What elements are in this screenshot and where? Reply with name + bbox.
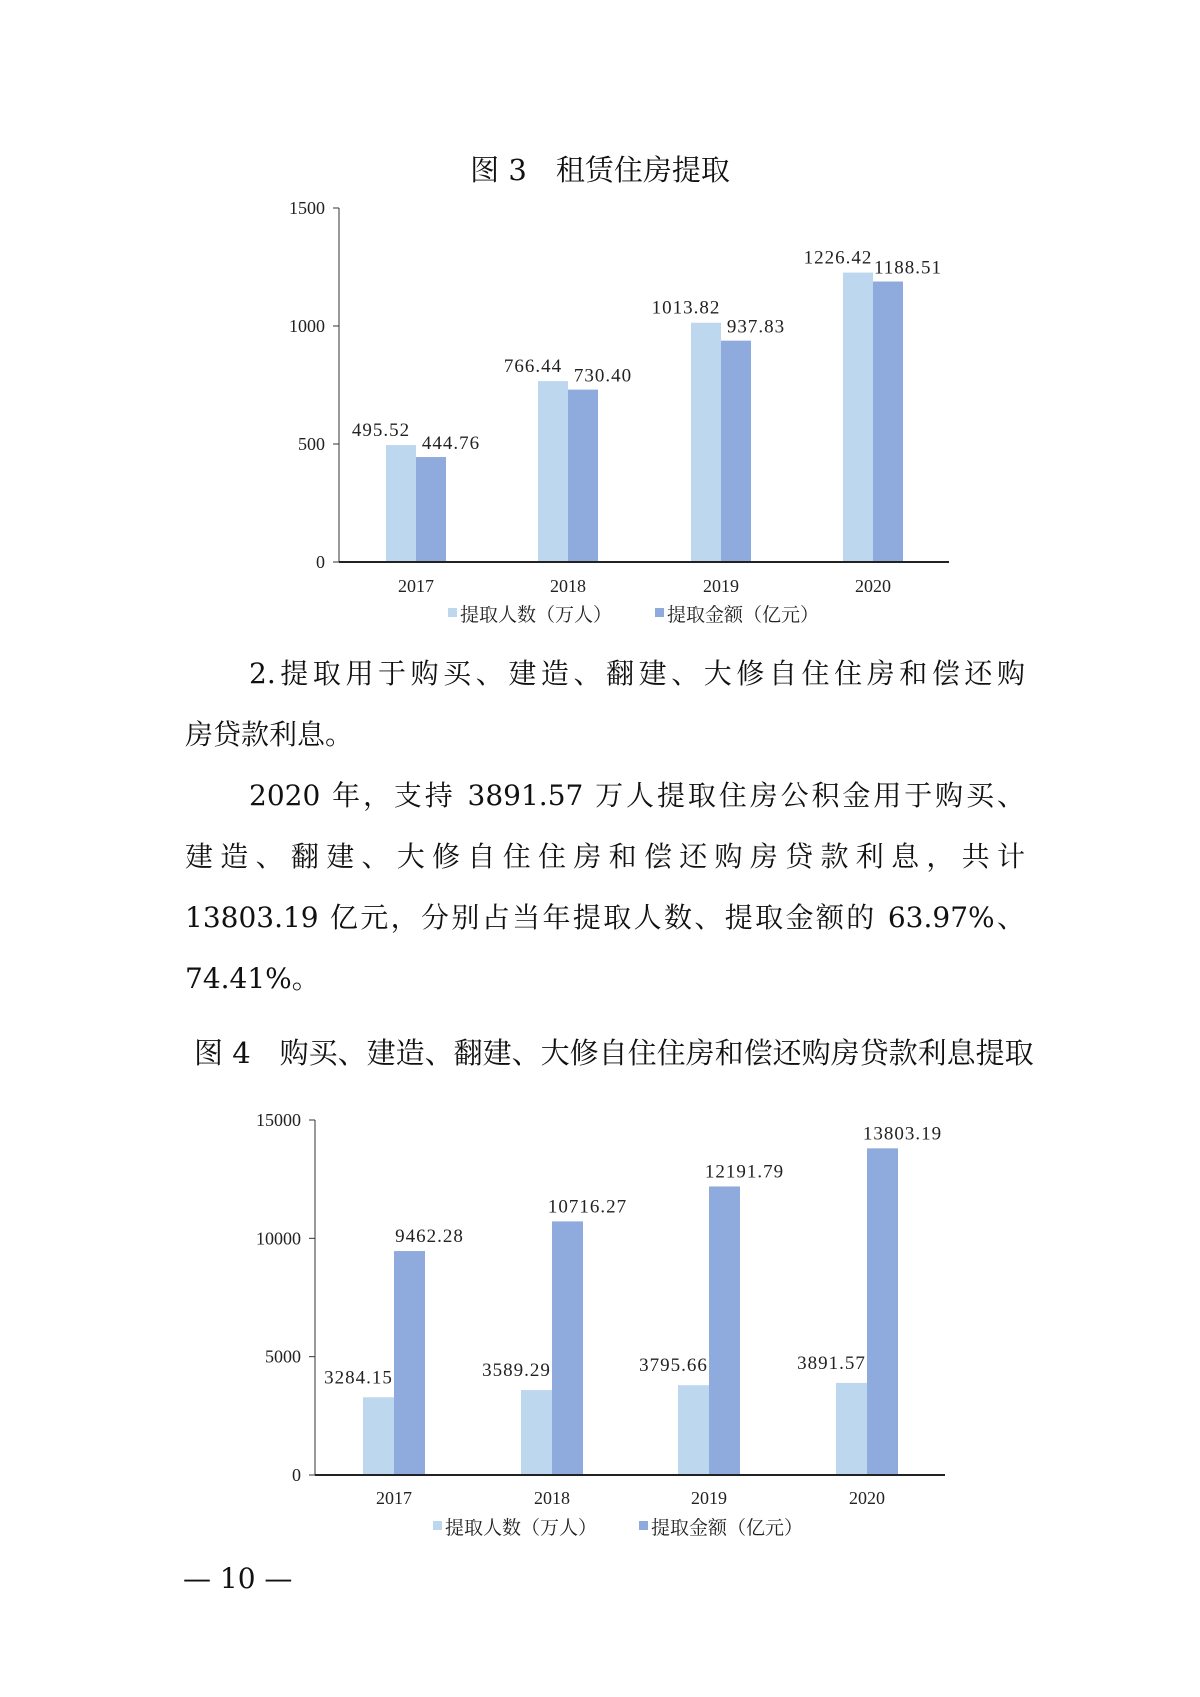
data-label: 937.83	[726, 316, 786, 338]
bar-amount	[394, 1251, 425, 1475]
section-heading-line2: 房贷款利息。	[185, 718, 354, 751]
y-tick-label: 10000	[256, 1228, 301, 1249]
x-tick-label: 2018	[534, 1488, 570, 1508]
section-heading-line1: 2.提取用于购买、建造、翻建、大修自住住房和偿还购	[249, 657, 1025, 690]
page-number: — 10 —	[183, 1562, 293, 1595]
data-label: 9462.28	[395, 1226, 464, 1248]
x-tick-label: 2019	[691, 1488, 727, 1508]
x-tick-label: 2018	[550, 576, 586, 596]
data-label: 495.52	[351, 420, 411, 442]
data-label: 3795.66	[639, 1355, 708, 1377]
data-label: 1226.42	[803, 247, 873, 269]
y-tick-label: 500	[298, 434, 325, 454]
bar-amount	[709, 1186, 740, 1475]
data-label: 3891.57	[797, 1352, 866, 1374]
legend-swatch	[433, 1521, 442, 1530]
bar-people	[836, 1383, 867, 1475]
paragraph-line: 74.41%。	[185, 962, 320, 995]
legend-swatch	[639, 1521, 648, 1530]
bar-amount	[552, 1221, 583, 1475]
data-label: 3284.15	[324, 1367, 393, 1389]
y-tick-label: 0	[292, 1465, 301, 1485]
figure4-title: 图 4 购买、建造、翻建、大修自住住房和偿还购房贷款利息提取	[194, 1036, 1034, 1070]
x-tick-label: 2019	[703, 576, 739, 596]
legend-label: 提取金额（亿元）	[667, 605, 820, 626]
paragraph-line: 2020 年，支持 3891.57 万人提取住房公积金用于购买、	[249, 779, 1025, 812]
y-tick-label: 0	[316, 552, 325, 572]
figure3-title: 图 3 租赁住房提取	[470, 153, 730, 187]
y-tick-label: 15000	[256, 1110, 301, 1130]
data-label: 13803.19	[862, 1123, 943, 1145]
x-tick-label: 2020	[849, 1488, 885, 1508]
bar-people	[678, 1385, 709, 1475]
x-tick-label: 2020	[855, 576, 891, 596]
x-tick-label: 2017	[376, 1488, 412, 1508]
data-label: 12191.79	[704, 1161, 785, 1183]
paragraph-line: 13803.19 亿元，分别占当年提取人数、提取金额的 63.97%、	[185, 901, 1025, 934]
data-label: 10716.27	[547, 1196, 628, 1218]
y-tick-label: 1000	[289, 316, 325, 336]
legend-label: 提取金额（亿元）	[651, 1518, 804, 1539]
data-label: 766.44	[503, 356, 563, 378]
data-label: 1013.82	[651, 297, 721, 319]
legend-label: 提取人数（万人）	[445, 1518, 598, 1539]
bar-amount	[867, 1148, 898, 1475]
bar-people	[363, 1397, 394, 1475]
data-label: 1188.51	[873, 257, 943, 279]
data-label: 3589.29	[482, 1360, 551, 1382]
y-tick-label: 5000	[265, 1346, 301, 1367]
legend-label: 提取人数（万人）	[460, 605, 613, 626]
data-label: 444.76	[421, 433, 481, 455]
x-tick-label: 2017	[398, 576, 434, 596]
bar-people	[521, 1390, 552, 1475]
data-label: 730.40	[573, 365, 633, 387]
paragraph-line: 建造、翻建、大修自住住房和偿还购房贷款利息，共计	[185, 840, 1025, 873]
y-tick-label: 1500	[289, 198, 325, 218]
